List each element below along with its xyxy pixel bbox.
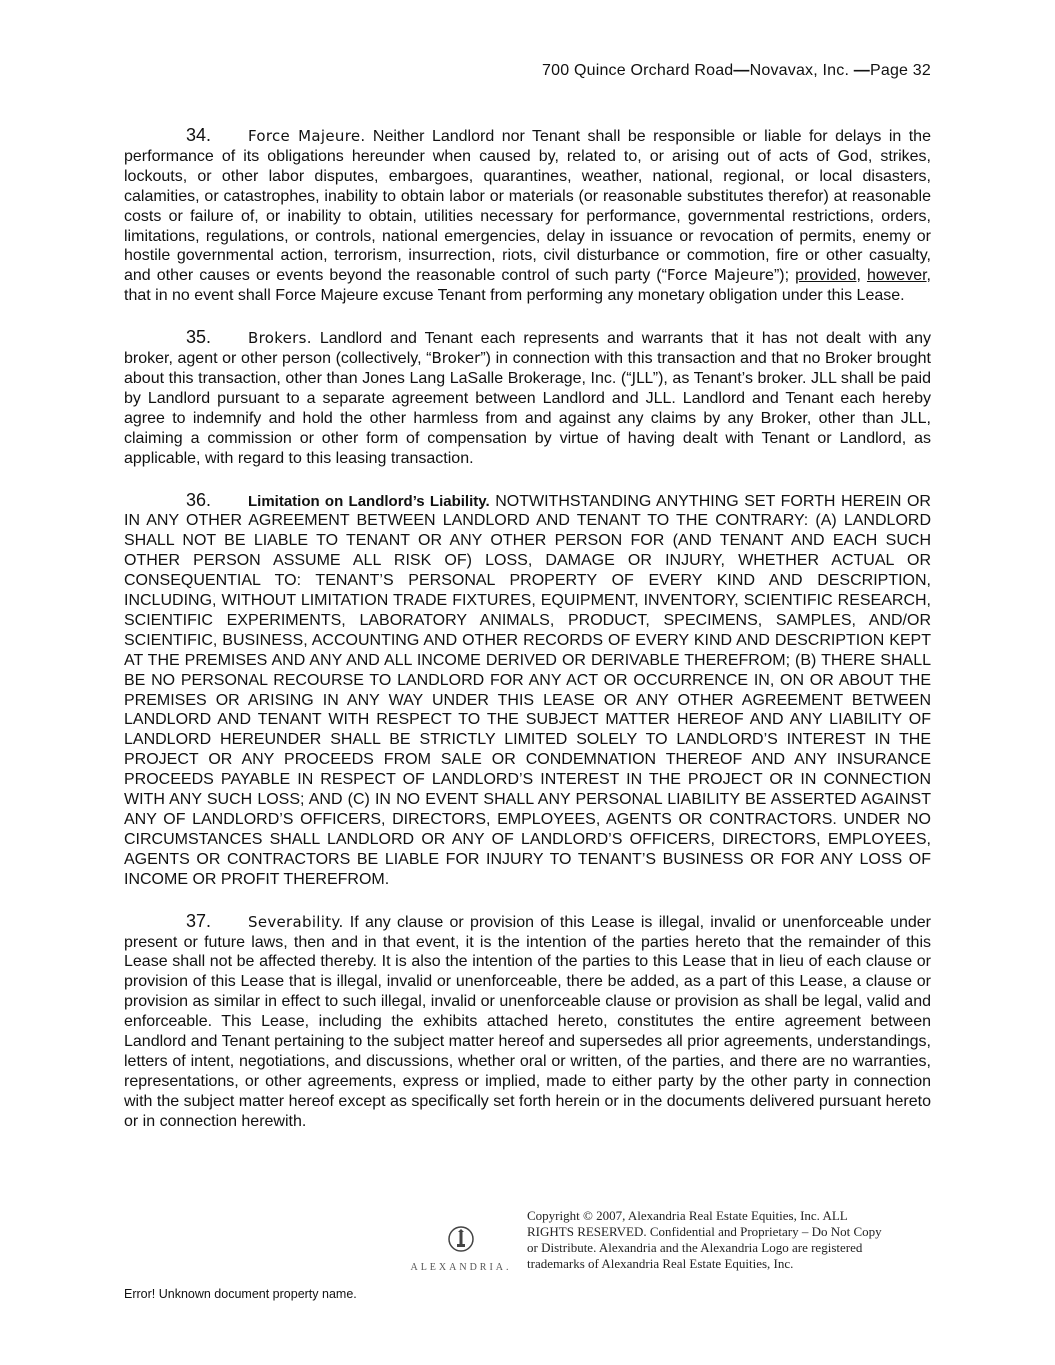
section-number: 34. (186, 125, 212, 145)
section-heading: Limitation on Landlord’s Liability. (248, 492, 490, 510)
section-text: ”), as Tenant’s broker. JLL shall be paid by Landlord pursuant to a separate agreement between Landlord and JLL. Landlord and Tenant each hereby agree to indemnify and hold the other harmless from and against any claims by any Broker, other than JLL, claiming a commission or other form of compensation by virtue of having dealt with Tenant or Landlord, as applicable, with regard to this leasing transaction. (124, 369, 931, 467)
section-number: 37. (186, 910, 212, 931)
header-page-number: Page 32 (869, 62, 931, 79)
section-text: , (856, 267, 867, 285)
defined-term: Force Majeure (666, 266, 774, 285)
section-36 (124, 491, 931, 890)
underlined-term: provided (795, 267, 857, 285)
logo-wordmark: ALEXANDRIA. (410, 1262, 512, 1273)
section-heading: Severability. (248, 912, 344, 931)
section-text: If any clause or provision of this Lease is illegal, invalid or unenforceable under present or future laws, then and in that event, it is the intention of the parties hereto that the remainder of this Lease shall not be affected thereby. It is also the intention of the parties to this Lease that in lieu of each clause or provision of this Lease that is illegal, invalid or unenforceable, there be added, as a part of this Lease, a clause or provision as similar in effect to such illegal, invalid or unenforceable clause or provision as shall be legal, valid and enforceable. This Lease, including the exhibits attached hereto, constitutes the entire agreement between Landlord and Tenant pertaining to the subject matter hereof and supersedes all prior agreements, understandings, letters of intent, negotiations, and discussions, whether oral or written, of the parties, and there are no warranties, representations, or other agreements, express or implied, made to either party by the other party in connection with the subject matter hereof except as specifically set forth herein or in the documents delivered pursuant hereto or in connection herewith. (124, 913, 932, 1130)
section-heading: Brokers. (248, 329, 312, 348)
section-34 (124, 126, 931, 306)
underlined-term: however (866, 267, 927, 285)
header-dash: — (733, 62, 750, 79)
section-text: Landlord and Tenant each represents and warrants that it has not dealt with any broker, agent or other person (collectively, “ (124, 330, 931, 368)
section-text: , that in no event shall Force Majeure excuse Tenant from performing any monetary obligation under this Lease. (124, 267, 931, 305)
copyright-notice: Copyright © 2007, Alexandria Real Estate Equities, Inc. ALL RIGHTS RESERVED. Confidential and Proprietary – Do Not Copy or Distribute. Alexandria and the Alexandria Logo are registered trademarks of Alexandria Real Estate Equities, Inc. (527, 1208, 882, 1271)
defined-term: JLL (631, 368, 653, 387)
alexandria-logo (406, 1225, 516, 1273)
section-heading: Force Majeure. (248, 127, 366, 145)
header-company: Novavax, Inc. (749, 62, 850, 79)
document-property-error: Error! Unknown document property name. (124, 1287, 357, 1301)
page-header (542, 62, 931, 80)
section-text: ”) in connection with this transaction and that no Broker brought about this transaction, other than Jones Lang LaSalle Brokerage, Inc. (“ (124, 350, 932, 387)
header-dash: — (853, 62, 870, 79)
section-number: 35. (186, 327, 212, 348)
section-37 (124, 912, 931, 1132)
document-body (124, 126, 931, 1154)
section-text: Neither Landlord nor Tenant shall be responsible or liable for delays in the performance of its obligations hereunder when caused by, related to, or arising out of acts of God, strikes, lockouts, or other labor disputes, embargoes, quarantines, weather, national, regional, or local disasters, calamities, or catastrophes, inability to obtain labor or materials (or reasonable substitutes therefor) at reasonable costs or failure of, or inability to obtain, utilities necessary for performance, governmental restrictions, orders, limitations, regulations, or controls, national emergencies, delay in issuance or revocation of permits, enemy or hostile governmental action, terrorism, insurrection, riots, civil disturbance or commotion, fire or other casualty, and other causes or events beyond the reasonable control of such party (“ (124, 128, 931, 285)
lighthouse-icon (445, 1225, 477, 1255)
section-text: NOTWITHSTANDING ANYTHING SET FORTH HEREIN OR IN ANY OTHER AGREEMENT BETWEEN LANDLORD AND TENANT TO THE CONTRARY: (A) LANDLORD SHALL NOT BE LIABLE TO TENANT OR ANY OTHER PERSON FOR (AND TENANT AND EACH SUCH OTHER PERSON ASSUME ALL RISK OF) LOSS, DAMAGE OR INJURY, WHETHER ACTUAL OR CONSEQUENTIAL TO: TENANT’S PERSONAL PROPERTY OF EVERY KIND AND DESCRIPTION, INCLUDING, WITHOUT LIMITATION TRADE FIXTURES, EQUIPMENT, INVENTORY, SCIENTIFIC RESEARCH, SCIENTIFIC EXPERIMENTS, LABORATORY ANIMALS, PRODUCT, SPECIMENS, SAMPLES, AND/OR SCIENTIFIC, BUSINESS, ACCOUNTING AND OTHER RECORDS OF EVERY KIND AND DESCRIPTION KEPT AT THE PREMISES AND ANY AND ALL INCOME DERIVED OR DERIVABLE THEREFROM; (B) THERE SHALL BE NO PERSONAL RECOURSE TO LANDLORD FOR ANY ACT OR OCCURRENCE IN, ON OR ABOUT THE PREMISES OR ARISING IN ANY WAY UNDER THIS LEASE OR ANY OTHER AGREEMENT BETWEEN LANDLORD AND TENANT WITH RESPECT TO THE SUBJECT MATTER HEREOF AND ANY LIABILITY OF LANDLORD HEREUNDER SHALL BE STRICTLY LIMITED SOLELY TO LANDLORD’S INTEREST IN THE PROJECT OR ANY PROCEEDS FROM SALE OR CONDEMNATION THEREOF AND ANY INSURANCE PROCEEDS PAYABLE IN RESPECT OF LANDLORD’S INTEREST IN THE PROJECT OR IN CONNECTION WITH ANY SUCH LOSS; AND (C) IN NO EVENT SHALL ANY PERSONAL LIABILITY BE ASSERTED AGAINST ANY OF LANDLORD’S OFFICERS, DIRECTORS, EMPLOYEES, AGENTS OR CONTRACTORS. UNDER NO CIRCUMSTANCES SHALL LANDLORD OR ANY OF LANDLORD’S OFFICERS, DIRECTORS, EMPLOYEES, AGENTS OR CONTRACTORS BE LIABLE FOR INJURY TO TENANT’S BUSINESS OR FOR ANY LOSS OF INCOME OR PROFIT THEREFROM. (124, 492, 931, 888)
section-text: ”); (773, 267, 796, 285)
section-number: 36. (186, 489, 212, 510)
section-35 (124, 328, 931, 468)
defined-term: Broker (431, 349, 481, 368)
header-address: 700 Quince Orchard Road (542, 62, 734, 79)
